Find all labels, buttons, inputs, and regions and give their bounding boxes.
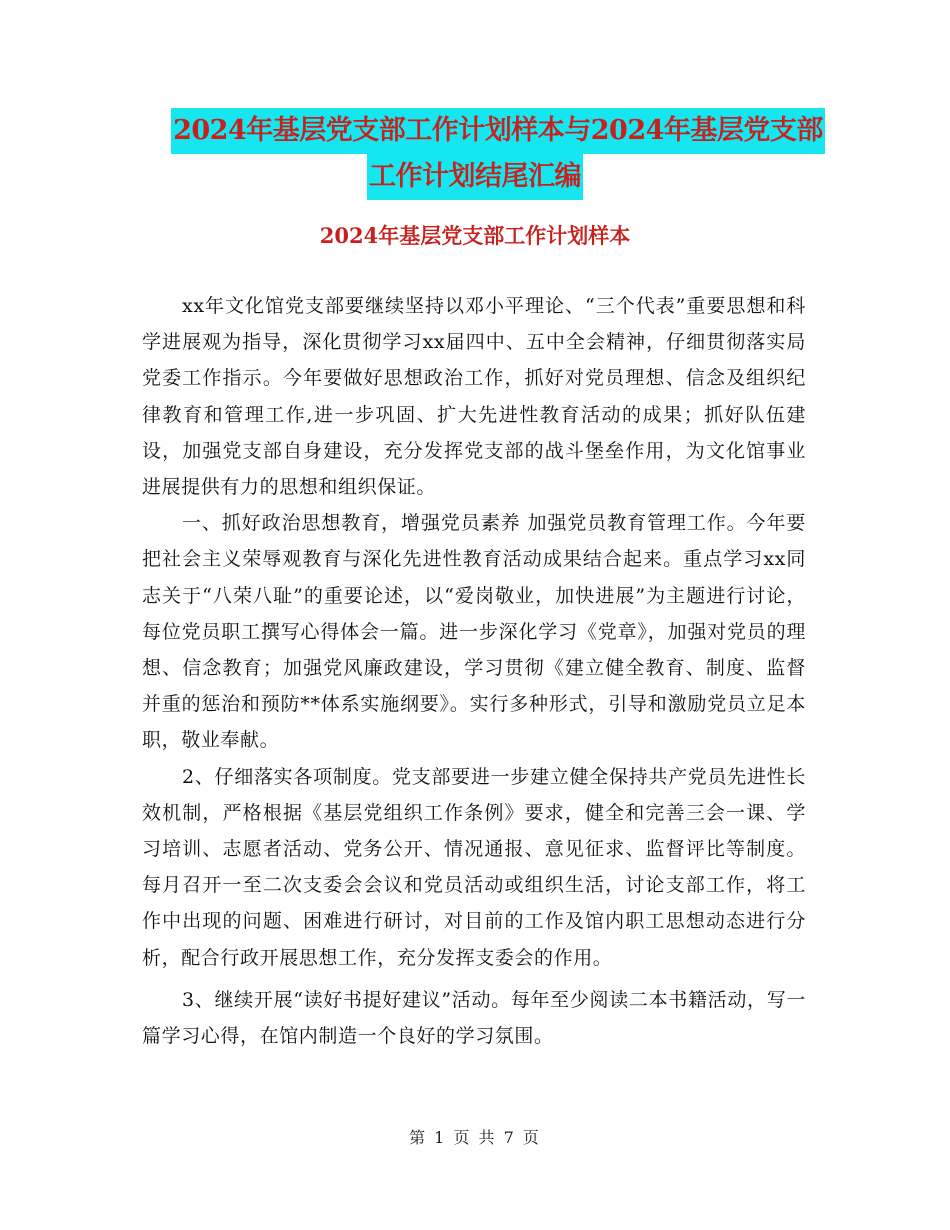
body-text [142, 288, 806, 1054]
document-title-line-2: 工作计划结尾汇编 [367, 154, 583, 200]
paragraph-systems: 2、仔细落实各项制度。党支部要进一步建立健全保持共产党员先进性长效机制，严格根据《基层党组织工作条例》要求，健全和完善三会一课、学习培训、志愿者活动、党务公开、情况通报、意见征求、监督评比等制度。每月召开一至二次支委会会议和党员活动或组织生活，讨论支部工作，将工作中出现的问题、困难进行研讨，对目前的工作及馆内职工思想动态进行分析，配合行政开展思想工作，充分发挥支委会的作用。 [142, 765, 806, 969]
paragraph-reading: 3、继续开展“读好书提好建议”活动。每年至少阅读二本书籍活动，写一篇学习心得，在馆内制造一个良好的学习氛围。 [142, 988, 806, 1048]
paragraph-education: 一、抓好政治思想教育，增强党员素养 加强党员教育管理工作。今年要把社会主义荣辱观教育与深化先进性教育活动成果结合起来。重点学习xx同志关于“八荣八耻”的重要论述，以“爱岗敬业，加快进展”为主题进行讨论，每位党员职工撰写心得体会一篇。进一步深化学习《党章》，加强对党员的理想、信念教育；加强党风廉政建设，学习贯彻《建立健全教育、制度、监督并重的惩治和预防**体系实施纲要》。实行多种形式，引导和激励党员立足本职，敬业奉献。 [142, 512, 806, 752]
section-title: 2024年基层党支部工作计划样本 [319, 223, 631, 248]
page-footer: 第 1 页 共 7 页 [409, 1128, 541, 1147]
document-title-line-1: 2024年基层党支部工作计划样本与2024年基层党支部 [171, 108, 825, 154]
document-title [0, 108, 950, 200]
paragraph-intro: xx年文化馆党支部要继续坚持以邓小平理论、“三个代表”重要思想和科学进展观为指导，深化贯彻学习xx届四中、五中全会精神，仔细贯彻落实局党委工作指示。今年要做好思想政治工作，抓好对党员理想、信念及组织纪律教育和管理工作,进一步巩固、扩大先进性教育活动的成果；抓好队伍建设，加强党支部自身建设，充分发挥党支部的战斗堡垒作用，为文化馆事业进展提供有力的思想和组织保证。 [142, 295, 806, 499]
